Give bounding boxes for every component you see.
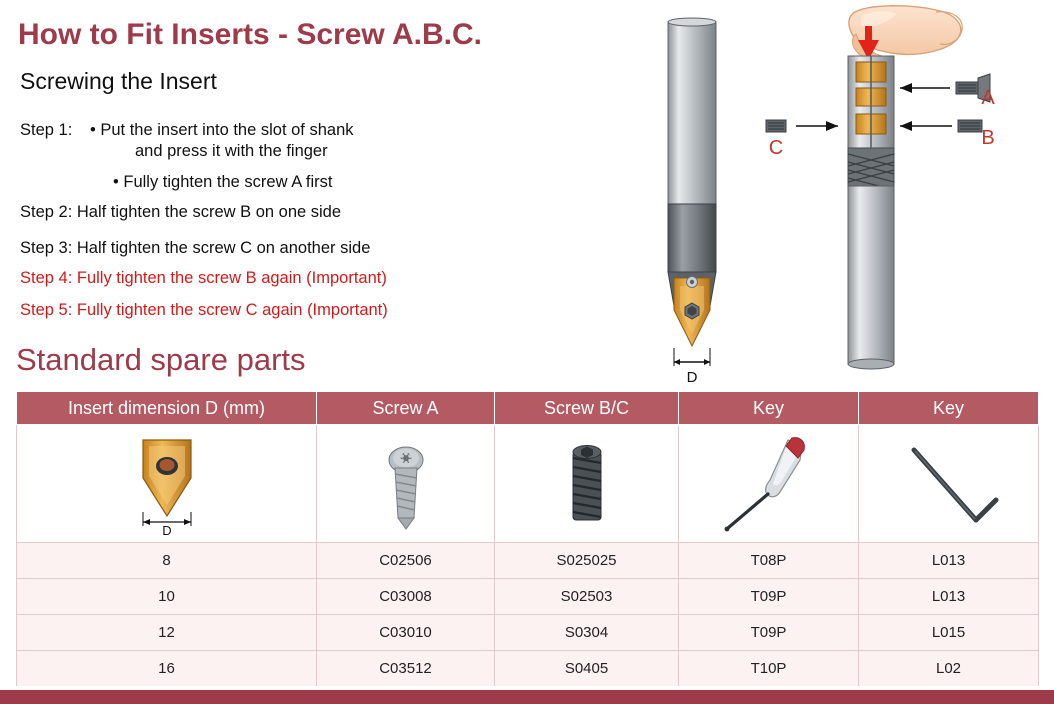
- step-3: Step 3: Half tighten the screw C on another side: [20, 239, 371, 257]
- screw-bc-figure: [561, 434, 613, 534]
- svg-text:D: D: [161, 522, 172, 536]
- step-1-line-1: • Put the insert into the slot of shank: [90, 121, 354, 139]
- cell-screw-a: C02506: [317, 543, 495, 579]
- hex-key-figure-cell: [859, 425, 1039, 543]
- insert-figure: [119, 432, 215, 536]
- cell-key-hex: L02: [859, 651, 1039, 687]
- table-row: [17, 543, 1039, 579]
- torx-driver-figure: [714, 432, 824, 536]
- table-image-row: [17, 425, 1039, 543]
- screw-c-illustration: [766, 120, 838, 132]
- tool-assembly-figure: [640, 10, 750, 390]
- cell-key-torx: T09P: [679, 615, 859, 651]
- cell-screw-a: C03010: [317, 615, 495, 651]
- svg-text:B: B: [981, 127, 995, 149]
- svg-text:C: C: [768, 137, 784, 159]
- table-header-row: [17, 392, 1039, 425]
- screw-bc-figure-cell: [495, 425, 679, 543]
- step-1-line-2: and press it with the finger: [135, 142, 328, 160]
- step-1-label: Step 1:: [20, 121, 73, 139]
- cell-screw-a: C03008: [317, 579, 495, 615]
- cell-key-torx: T09P: [679, 579, 859, 615]
- spare-parts-heading: Standard spare parts: [16, 342, 306, 377]
- table-header-cell: Key: [859, 392, 1039, 425]
- table-row: [17, 579, 1039, 615]
- step-5: Step 5: Fully tighten the screw C again (Important): [20, 301, 388, 319]
- cell-key-torx: T08P: [679, 543, 859, 579]
- page-title: How to Fit Inserts - Screw A.B.C.: [18, 18, 482, 51]
- table-header-cell: Screw B/C: [495, 392, 679, 425]
- cell-dimension: 12: [17, 615, 317, 651]
- screw-b-illustration: [900, 120, 982, 132]
- svg-text:D: D: [686, 369, 698, 386]
- hex-key-figure: [894, 434, 1004, 534]
- table-header-cell: Key: [679, 392, 859, 425]
- table-header-cell: Screw A: [317, 392, 495, 425]
- cell-screw-bc: S02503: [495, 579, 679, 615]
- cell-key-hex: L013: [859, 579, 1039, 615]
- table-row: [17, 651, 1039, 687]
- cell-key-torx: T10P: [679, 651, 859, 687]
- step-1-line-3: • Fully tighten the screw A first: [113, 173, 333, 191]
- cell-dimension: 10: [17, 579, 317, 615]
- section-subtitle: Screwing the Insert: [20, 68, 217, 94]
- cell-screw-bc: S0304: [495, 615, 679, 651]
- insert-mounting-figure: [760, 4, 1045, 374]
- screw-a-figure-cell: [317, 425, 495, 543]
- cell-screw-bc: S025025: [495, 543, 679, 579]
- torx-driver-figure-cell: [679, 425, 859, 543]
- insert-figure-cell: [17, 425, 317, 543]
- cell-key-hex: L015: [859, 615, 1039, 651]
- cell-key-hex: L013: [859, 543, 1039, 579]
- footer-accent-bar: [0, 690, 1054, 704]
- screw-a-illustration: [900, 74, 990, 102]
- cell-dimension: 8: [17, 543, 317, 579]
- cell-screw-bc: S0405: [495, 651, 679, 687]
- screw-a-figure: [379, 434, 433, 534]
- cell-dimension: 16: [17, 651, 317, 687]
- step-4: Step 4: Fully tighten the screw B again (Important): [20, 269, 387, 287]
- table-row: [17, 615, 1039, 651]
- spare-parts-table: [16, 391, 1039, 687]
- step-2: Step 2: Half tighten the screw B on one side: [20, 203, 342, 221]
- table-header-cell: Insert dimension D (mm): [17, 392, 317, 425]
- svg-text:A: A: [981, 87, 995, 109]
- cell-screw-a: C03512: [317, 651, 495, 687]
